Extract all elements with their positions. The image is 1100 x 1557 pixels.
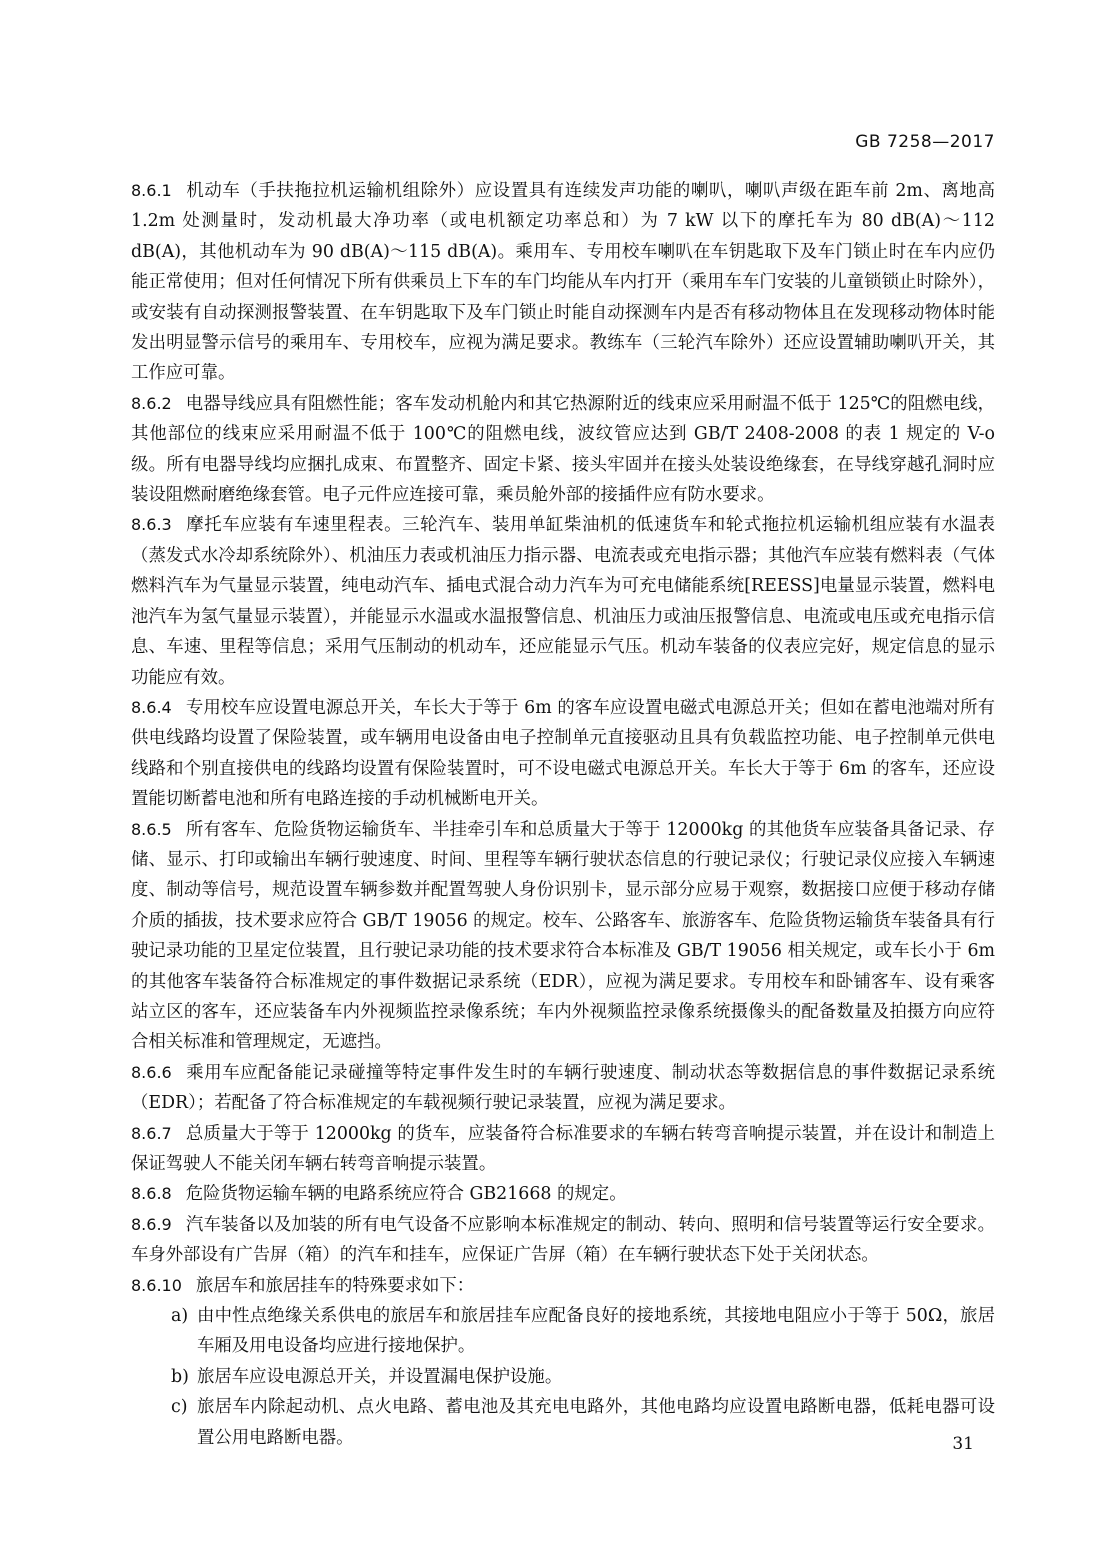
clause-number: 8.6.9 xyxy=(131,1214,172,1234)
clause-text: 摩托车应装有车速里程表。三轮汽车、装用单缸柴油机的低速货车和轮式拖拉机运输机组应装有水温表（蒸发式水冷却系统除外）、机油压力表或机油压力指示器、电流表或充电指示器；其他汽车应装有燃料表（气体燃料汽车为气量显示装置，纯电动汽车、插电式混合动力汽车为可充电储能系统[REESS]电量显示装置，燃料电池汽车为氢气量显示装置），并能显示水温或水温报警信息、机油压力或油压报警信息、电流或电压或充电指示信息、车速、里程等信息；采用气压制动的机动车，还应能显示气压。机动车装备的仪表应完好，规定信息的显示功能应有效。 xyxy=(131,515,995,688)
clause-8-6-9 xyxy=(131,1210,995,1271)
clause-text: 机动车（手扶拖拉机运输机组除外）应设置具有连续发声功能的喇叭，喇叭声级在距车前 2m、离地高 1.2m 处测量时，发动机最大净功率（或电机额定功率总和）为 7 kW 以下的摩托车为 80 dB(A)～112 dB(A)，其他机动车为 90 dB(A)～115 dB(A)。乘用车、专用校车喇叭在车钥匙取下及车门锁止时在车内应仍能正常使用；但对任何情况下所有供乘员上下车的车门均能从车内打开（乘用车车门安装的儿童锁锁止时除外），或安装有自动探测报警装置、在车钥匙取下及车门锁止时能自动探测车内是否有移动物体且在发现移动物体时能发出明显警示信号的乘用车、专用校车，应视为满足要求。教练车（三轮汽车除外）还应设置辅助喇叭开关，其工作应可靠。 xyxy=(131,181,995,384)
list-item xyxy=(131,1392,995,1453)
clause-number: 8.6.7 xyxy=(131,1123,172,1143)
clause-8-6-10 xyxy=(131,1271,995,1301)
clause-text: 旅居车和旅居挂车的特殊要求如下： xyxy=(195,1275,475,1296)
list-item-text: 旅居车应设电源总开关，并设置漏电保护设施。 xyxy=(197,1366,563,1387)
page-number: 31 xyxy=(952,1434,974,1454)
list-item xyxy=(131,1362,995,1392)
clause-8-6-8 xyxy=(131,1179,995,1209)
clause-text: 总质量大于等于 12000kg 的货车，应装备符合标准要求的车辆右转弯音响提示装置，并在设计和制造上保证驾驶人不能关闭车辆右转弯音响提示装置。 xyxy=(131,1123,995,1174)
list-marker: b) xyxy=(171,1366,189,1387)
list-marker: c) xyxy=(171,1397,188,1418)
clause-number: 8.6.3 xyxy=(131,515,172,535)
clause-8-6-1 xyxy=(131,176,995,389)
list-item-text: 旅居车内除起动机、点火电路、蓄电池及其充电电路外，其他电路均应设置电路断电器，低耗电器可设置公用电路断电器。 xyxy=(197,1397,995,1448)
list-item-text: 由中性点绝缘关系供电的旅居车和旅居挂车应配备良好的接地系统，其接地电阻应小于等于 50Ω，旅居车厢及用电设备均应进行接地保护。 xyxy=(197,1306,995,1357)
document-body xyxy=(131,176,995,1453)
clause-text: 危险货物运输车辆的电路系统应符合 GB21668 的规定。 xyxy=(185,1184,627,1205)
requirement-list xyxy=(131,1301,995,1453)
clause-number: 8.6.6 xyxy=(131,1062,172,1082)
clause-8-6-2 xyxy=(131,389,995,511)
clause-8-6-4 xyxy=(131,693,995,815)
clause-number: 8.6.8 xyxy=(131,1184,172,1204)
clause-number: 8.6.10 xyxy=(131,1275,182,1295)
list-marker: a) xyxy=(171,1306,189,1327)
clause-text: 所有客车、危险货物运输货车、半挂牵引车和总质量大于等于 12000kg 的其他货车应装备具备记录、存储、显示、打印或输出车辆行驶速度、时间、里程等车辆行驶状态信息的行驶记录仪；行驶记录仪应接入车辆速度、制动等信号，规范设置车辆参数并配置驾驶人身份识别卡，显示部分应易于观察，数据接口应便于移动存储介质的插拔，技术要求应符合 GB/T 19056 的规定。校车、公路客车、旅游客车、危险货物运输货车装备具有行驶记录功能的卫星定位装置，且行驶记录功能的技术要求符合本标准及 GB/T 19056 相关规定，或车长小于 6m 的其他客车装备符合标准规定的事件数据记录系统（EDR），应视为满足要求。专用校车和卧铺客车、设有乘客站立区的客车，还应装备车内外视频监控录像系统；车内外视频监控录像系统摄像头的配备数量及拍摄方向应符合相关标准和管理规定，无遮挡。 xyxy=(131,819,995,1053)
list-item xyxy=(131,1301,995,1362)
clause-number: 8.6.1 xyxy=(131,181,172,200)
clause-8-6-6 xyxy=(131,1058,995,1119)
clause-8-6-3 xyxy=(131,510,995,692)
clause-text: 专用校车应设置电源总开关，车长大于等于 6m 的客车应设置电磁式电源总开关；但如在蓄电池端对所有供电线路均设置了保险装置，或车辆用电设备由电子控制单元直接驱动且具有负载监控功能、电子控制单元供电线路和个别直接供电的线路均设置有保险装置时，可不设电磁式电源总开关。车长大于等于 6m 的客车，还应设置能切断蓄电池和所有电路连接的手动机械断电开关。 xyxy=(131,697,995,810)
clause-number: 8.6.4 xyxy=(131,697,172,717)
clause-text: 乘用车应配备能记录碰撞等特定事件发生时的车辆行驶速度、制动状态等数据信息的事件数据记录系统（EDR）；若配备了符合标准规定的车载视频行驶记录装置，应视为满足要求。 xyxy=(131,1062,995,1114)
clause-8-6-7 xyxy=(131,1119,995,1180)
clause-number: 8.6.5 xyxy=(131,819,172,839)
clause-text: 电器导线应具有阻燃性能；客车发动机舱内和其它热源附近的线束应采用耐温不低于 125℃的阻燃电线，其他部位的线束应采用耐温不低于 100℃的阻燃电线，波纹管应达到 GB/T 2408-2008 的表 1 规定的 V-o 级。所有电器导线均应捆扎成束、布置整齐、固定卡紧、接头牢固并在接头处装设绝缘套，在导线穿越孔洞时应装设阻燃耐磨绝缘套管。电子元件应连接可靠，乘员舱外部的接插件应有防水要求。 xyxy=(131,393,995,506)
standard-code-header: GB 7258—2017 xyxy=(855,132,995,152)
clause-number: 8.6.2 xyxy=(131,393,172,413)
clause-8-6-5 xyxy=(131,815,995,1058)
clause-text: 汽车装备以及加装的所有电气设备不应影响本标准规定的制动、转向、照明和信号装置等运行安全要求。车身外部设有广告屏（箱）的汽车和挂车，应保证广告屏（箱）在车辆行驶状态下处于关闭状态。 xyxy=(131,1214,995,1266)
